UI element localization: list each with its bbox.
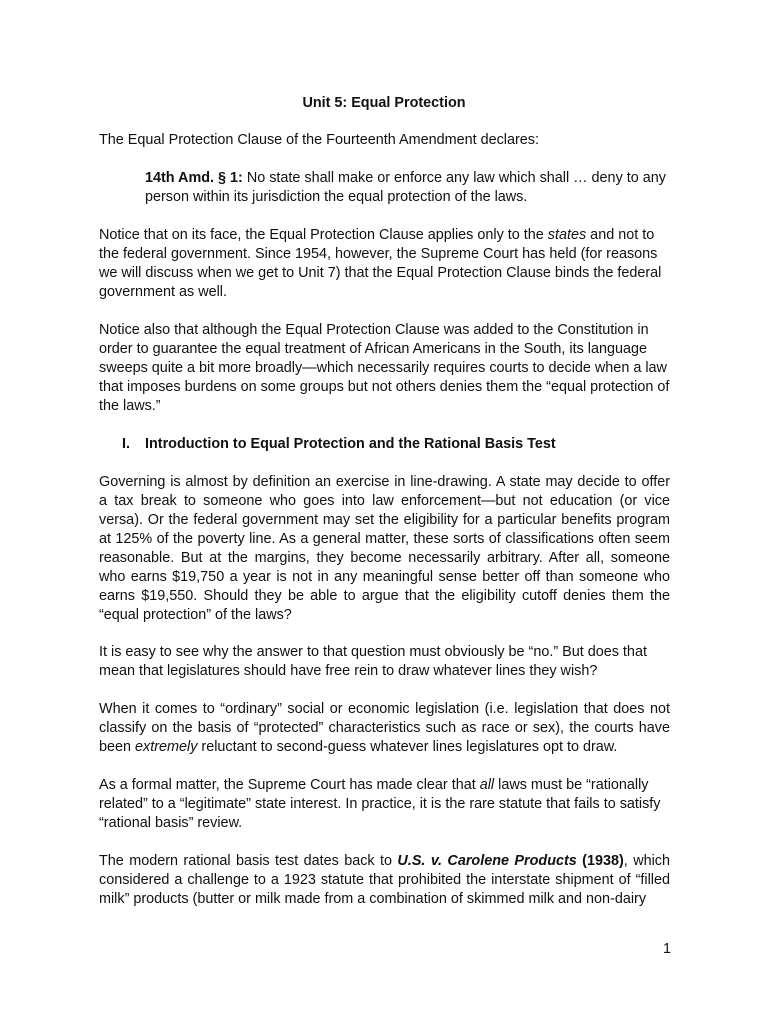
paragraph-text: As a formal matter, the Supreme Court has made clear that bbox=[99, 777, 480, 793]
quote-text: No state shall make or enforce any law which shall … deny to any person within its jurisdiction the equal protection of the laws. bbox=[145, 170, 666, 205]
paragraph-modern bbox=[99, 852, 670, 909]
paragraph-text: , which considered a challenge to a 1923 statute that prohibited the interstate shipment of “filled milk” products (butter or milk made from a combination of skimmed milk and non-dairy bbox=[99, 853, 670, 907]
quote-label: 14th Amd. § 1: bbox=[145, 170, 243, 186]
section-title: Introduction to Equal Protection and the Rational Basis Test bbox=[145, 436, 556, 452]
paragraph-governing: Governing is almost by definition an exercise in line-drawing. A state may decide to offer a tax break to someone who goes into law enforcement—but not education (or vice versa). Or the federal government may set the eligibility for a particular benefits program at 125% of the poverty line. As a general matter, these sorts of classifications often seem reasonable. But at the margins, they become necessarily arbitrary. After all, someone who earns $19,750 a year is not in any meaningful sense better off than someone who earns $19,550. Should they be able to argue that the eligibility cutoff denies them the “equal protection” of the laws? bbox=[99, 474, 670, 623]
paragraph-broad: Notice also that although the Equal Protection Clause was added to the Constitution in order to guarantee the equal treatment of African Americans in the South, its language sweeps quite a bit more broadly—which necessarily requires courts to decide when a law that imposes burdens on some groups but not others denies them the “equal protection of the laws.” bbox=[99, 322, 670, 414]
paragraph-text: Notice that on its face, the Equal Protection Clause applies only to the bbox=[99, 227, 548, 243]
case-name: U.S. v. Carolene Products bbox=[397, 853, 577, 869]
emphasis-text: all bbox=[479, 777, 495, 793]
amendment-quote bbox=[145, 169, 670, 207]
page-title: Unit 5: Equal Protection bbox=[302, 95, 466, 111]
emphasis-text: states bbox=[547, 227, 587, 243]
paragraph-formal bbox=[99, 776, 670, 833]
paragraph-states bbox=[99, 226, 670, 302]
section-heading bbox=[122, 435, 682, 454]
paragraph-text: laws must be “rationally related” to a “legitimate” state interest. In practice, it is the rare statute that fails to satisfy “rational basis” review. bbox=[99, 777, 661, 831]
paragraph-text: The modern rational basis test dates back to bbox=[99, 853, 398, 869]
intro-paragraph: The Equal Protection Clause of the Fourteenth Amendment declares: bbox=[99, 132, 539, 148]
paragraph-text: and not to the federal government. Since 1954, however, the Supreme Court has held (for reasons we will discuss when we get to Unit 7) that the Equal Protection Clause binds the federal government as well. bbox=[99, 227, 662, 300]
paragraph-easy: It is easy to see why the answer to that question must obviously be “no.” But does that mean that legislatures should have free rein to draw whatever lines they wish? bbox=[99, 644, 647, 679]
page-number: 1 bbox=[662, 941, 671, 957]
paragraph-text: reluctant to second-guess whatever lines legislatures opt to draw. bbox=[197, 739, 618, 755]
paragraph-text: When it comes to “ordinary” social or economic legislation (i.e. legislation that does not classify on the basis of “protected” characteristics such as race or sex), the courts have been bbox=[99, 701, 670, 755]
section-number: I. bbox=[122, 436, 130, 452]
paragraph-ordinary bbox=[99, 700, 670, 757]
case-year: (1938) bbox=[576, 853, 624, 869]
emphasis-text: extremely bbox=[135, 739, 198, 755]
